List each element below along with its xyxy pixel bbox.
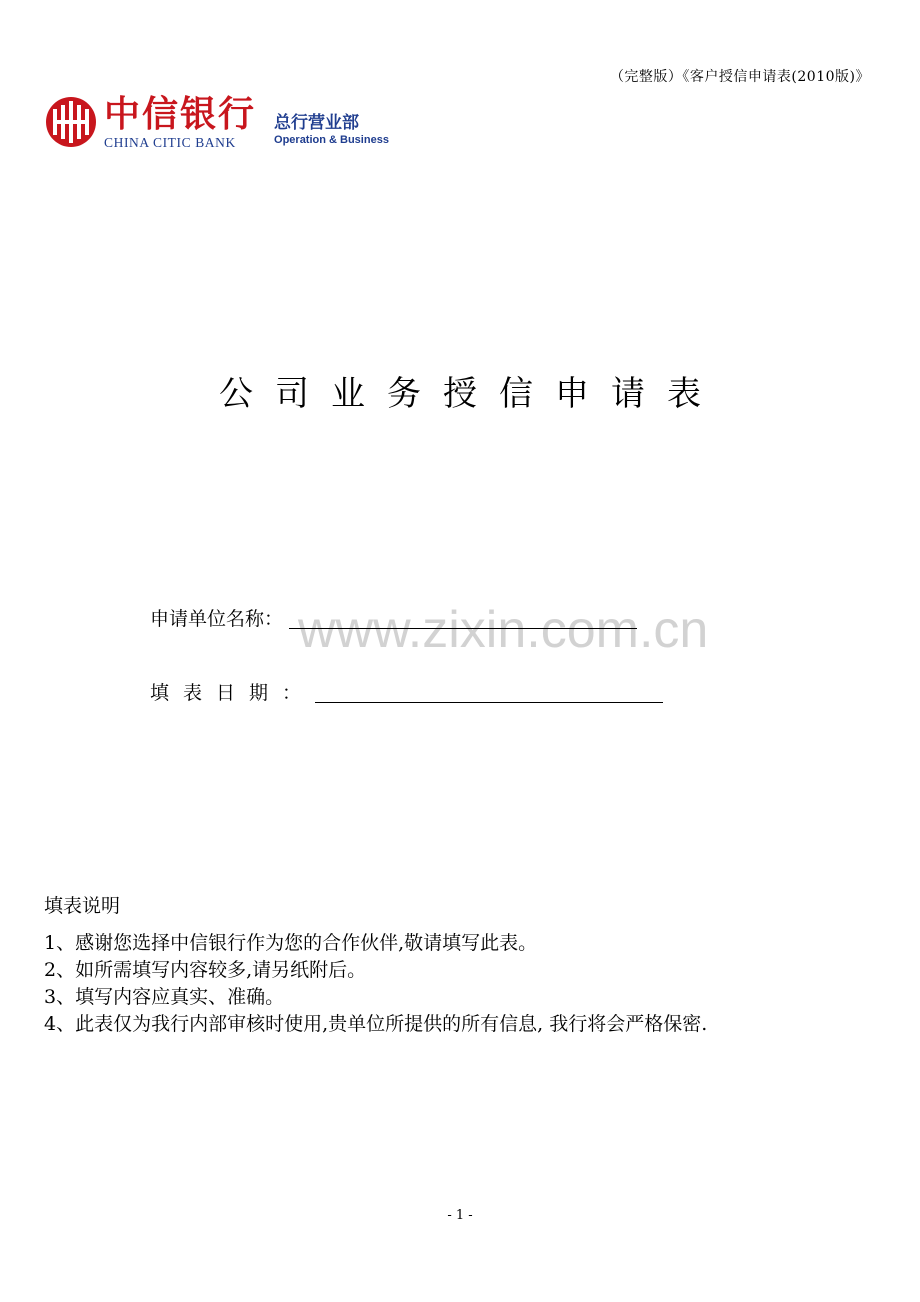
department-name-chinese: 总行营业部 xyxy=(274,113,360,133)
instructions-section xyxy=(44,893,707,1038)
watermark: www.zixin.com.cn xyxy=(298,601,709,659)
instructions-title: 填表说明 xyxy=(44,895,121,917)
department-name-english: Operation & Business xyxy=(274,134,389,146)
bank-name-chinese: 中信银行 xyxy=(104,94,257,135)
instruction-item: 4、此表仅为我行内部审核时使用,贵单位所提供的所有信息, 我行将会严格保密. xyxy=(44,1013,708,1035)
page-number: - 1 - xyxy=(447,1208,473,1223)
applicant-name-input[interactable] xyxy=(289,604,637,629)
fill-date-field xyxy=(150,678,663,705)
instruction-item: 3、填写内容应真实、准确。 xyxy=(44,986,285,1008)
form-title: 公司业务授信申请表 xyxy=(219,374,723,414)
document-header-note: （完整版）《客户授信申请表(2010版)》 xyxy=(609,69,870,85)
instruction-item: 1、感谢您选择中信银行作为您的合作伙伴,敬请填写此表。 xyxy=(44,932,538,954)
fill-date-label: 填表日期： xyxy=(150,682,316,704)
instruction-item: 2、如所需填写内容较多,请另纸附后。 xyxy=(44,959,367,981)
fill-date-input[interactable] xyxy=(315,678,663,703)
applicant-name-label: 申请单位名称： xyxy=(150,608,284,630)
citic-bank-logo-icon xyxy=(44,95,98,149)
bank-logo xyxy=(44,95,389,151)
applicant-name-field xyxy=(150,604,637,631)
bank-name-english: CHINA CITIC BANK xyxy=(104,135,236,150)
